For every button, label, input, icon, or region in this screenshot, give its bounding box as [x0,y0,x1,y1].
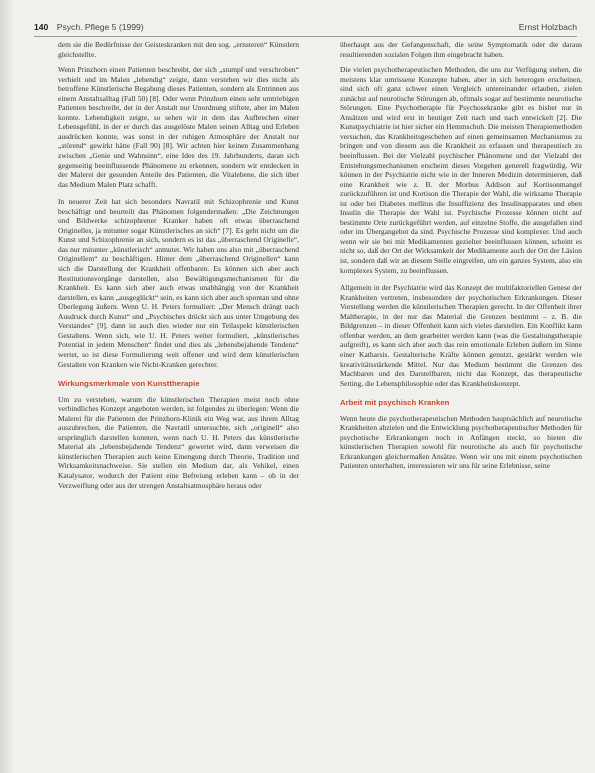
paragraph: Die vielen psychotherapeutischen Methoden, die uns zur Verfügung stehen, die meistens klar umrissene Konzepte haben, aber in sich heterogen erscheinen, sind sich oft ganz schwer einen Vergleich untereinander erlauben, zielen zunächst auf neurotische Störungen ab, oftmals sogar auf bestimmte neurotische Störungen. Eine Psychotherapie für Psychosekranke gibt es bisher nur in Ansätzen und wird erst in heutiger Zeit nach und nach entwickelt [2]. Die Kunstpsychiatrie ist hier sicher ein Hemmschuh. Die meisten Therapiemethoden versuchen, das Krankheitsgeschehen auf einen gemeinsamen Mechanismus zu bringen und von diesem aus die Krankheit zu erfassen und therapeutisch zu beeinflussen. Bei der Vielzahl psychischer Phänomene und der Vielzahl der Entstehungsmechanismen erscheint dieses Vorgehen generell fragwürdig. Wir können in der Psychiatrie nicht wie in der Inneren Medizin determinieren, daß eine Krankheit wie z. B. der Morbus Addison auf Kortisonmangel zurückzuführen ist und Kortison die Therapie der Wahl, die wirksame Therapie ist oder bei Diabetes mellitus die Insuffizienz des Insulinapparates und eben Insulin die Therapie der Wahl ist. Psychische Prozesse können nicht auf bestimmte Orte zurückgeführt werden, auf einzelne Stoffe, die ausgefallen sind oder im Übergangebot da sind. Psychische Prozesse sind komplexer. Und auch wenn wir sie bei mit Medikamenten gezielter beeinflussen können, scheint es nicht so, daß der Ort der Wirksamkeit der Medikamente auch der Ort der Läsion ist, sondern daß wir an diesem Stelle eingreifen, um ein ganzes System, also ein komplexes System, zu beeinflussen. [340,65,582,275]
page-number: 140 [34,22,49,32]
paragraph: Wenn heute die psychotherapeutischen Methoden hauptsächlich auf neurotische Krankheiten abzielen und die Entwicklung psychotherapeutischer Methoden für psychotische Erkrankungen noch in Anfängen steckt, so bieten die künstlerischen Therapien sowohl für neurotische als auch für psychotische Erkrankungen gleichermaßen Ansätze. Wenn wir uns mit einem psychotischen Patienten unterhalten, interessieren wir uns für seine Erlebnisse, seine [340,413,582,471]
running-head [34,22,577,34]
paragraph: dem sie die Bedürfnisse der Geisteskranken mit den sog. „ernsteren“ Künstlern gleichstellte. [58,40,299,59]
binding-shadow [0,0,14,773]
author-name: Ernst Holzbach [518,22,577,32]
paragraph: In neuerer Zeit hat sich besonders Navratil mit Schizophrenie und Kunst beschäftigt und beurteilt das Phänomen folgendermaßen: „Die Zeichnungen und Bildwerke schizophrener Kranker haben oft etwas überraschend Originelles, ja mitunter sogar Künstlerisches an sich“ [7]. Es geht nicht um die Kunst und Schizophrenie an sich, sondern es ist das „überraschend Originelle“, das nur mitunter „künstlerisch“ anmutet. Wir haben uns also mit „überraschend Originellem“ zu beschäftigen. Hinter dem „überraschend Originellen“ kann sich die Darstellung der Krankheit offenbaren. Es können sich aber auch Restitutionsvorgänge darstellen, also Bewältigungsmechanismen für die Krankheit. Es kann sich aber auch etwas unabhängig von der Krankheit darstellen, es kann „ausgeglückt“ sein, es kann sich aber auch spontan und ohne Überlegung äußern. Wenn U. H. Peters formuliert: „Der Mensch drängt nach Ausdruck durch Kunst“ und „Psychisches drückt sich aus unter Umgebung des Verstandes“ [9], dann ist auch dies wieder nur ein Teilaspekt künstlerischen Gestaltens. Wenn sich, wie U. H. Peters weiter formuliert, „künstlerisches Potential in jedem Menschen“ findet und dies als „lebensbejahende Tendenz“ wertet, so ist diese Formulierung weit offener und wird dem künstlerischen Gestalten von Kranken wie Nicht-Kranken gerechter. [58,197,299,369]
journal-reference: Psych. Pflege 5 (1999) [56,22,144,32]
section-heading: Wirkungsmerkmale von Kunsttherapie [58,379,200,389]
paragraph: überhaupt aus der Gefangenschaft, die seine Symptomatik oder die daraus resultierenden sozialen Folgen ihm eingebracht haben. [340,40,582,59]
paragraph: Allgemein in der Psychiatrie wird das Konzept der multifaktoriellen Genese der Krankheiten vertreten, insbesondere der psychotischen Erkrankungen. Dieser Vorstellung werden die künstlerischen Therapien gerecht. In der Offenheit ihrer Maltherapie, in der nur das Material die Grenzen bestimmt – z. B. die Bildgrenzen – in dieser Offenheit kann sich vieles darstellen. Ein Konflikt kann offenbar werden, an dem gearbeitet werden kann (was die Gestaltungstherapie aufgreift), es kann sich aber auch das rein emotionale Erleben äußern im Sinne einer Katharsis. Gestalterische Kräfte können genutzt, gestärkt werden wie kreativitätsstärkende Mittel. Nur das Medium bestimmt die Grenzen des Machbaren und des Darstellbaren, nicht das Konzept, das therapeutische Setting, die Lebensphilosophie oder das Krankheitskonzept. [340,283,582,388]
left-column [58,40,299,498]
section-heading: Arbeit mit psychisch Kranken [340,398,450,408]
paragraph: Wenn Prinzhorn einen Patienten beschreibt, der sich „stumpf und verschroben“ verhielt und im Malen „lebendig“ zeigte, dann verstehen wir dies nicht als betroffene Künstlerische Begabung dieses Patienten, sondern als Entrinnen aus einem Anstaltsalltag (Fall 50) [8]. Oder wenn Prinzhorn einen sehr umtriebigen Patienten beschreibt, der in der Anstalt nur Unordnung stiftete, aber im Malen konnte. Lebendigkeit zeigte, so sehen wir in dem das Aufbrechen einer Lebensgefühl, in der er durch das ausgelöste Malen seinen Alltag und Erleben ausdrücken konnte, was sonst in der ruhigen Atmosphäre der Anstalt nur „störend“ gewirkt hätte (Fall 90) [8]. Wir achten hier keinen Zusammenhang zwischen „Genie und Wahnsinn“, eine Idee des 19. Jahrhunderts, daran sich gegenseitig beeinflussende Phänomene zu erkennen, sondern wir entdecken in der Malerei der gesunden Anteile des Patienten, die Vitalebene, die sich über das Medium Malen Platz schafft. [58,65,299,189]
header-rule [34,36,577,37]
paragraph: Um zu verstehen, warum die künstlerischen Therapien meist noch ohne verbindliches Konzept angeboten werden, ist folgendes zu überlegen: Wenn die Malerei für die Patienten der Prinzhorn-Klinik ein Weg war, aus ihrem Alltag auszubrechen, die Patienten, die Navratil untersuchte, sich „originell“ also ursprünglich darstellen konnten, wenn nach U. H. Peters das künstlerische Material als „lebensbejahende Tendenz“ gewertet wird, dann verweisen die künstlerischen Therapien auch keine Einengung durch Theorie, Tradition und Wirksamkeitsnachweise. Sie stellen ein Medium dar, als Vehikel, einen Katalysator, wodurch der Patient eine Befreiung erleben kann – ob in der Verzweiflung oder aus der strengen Anstaltsatmosphäre heraus oder [58,394,299,490]
right-column [340,40,582,479]
